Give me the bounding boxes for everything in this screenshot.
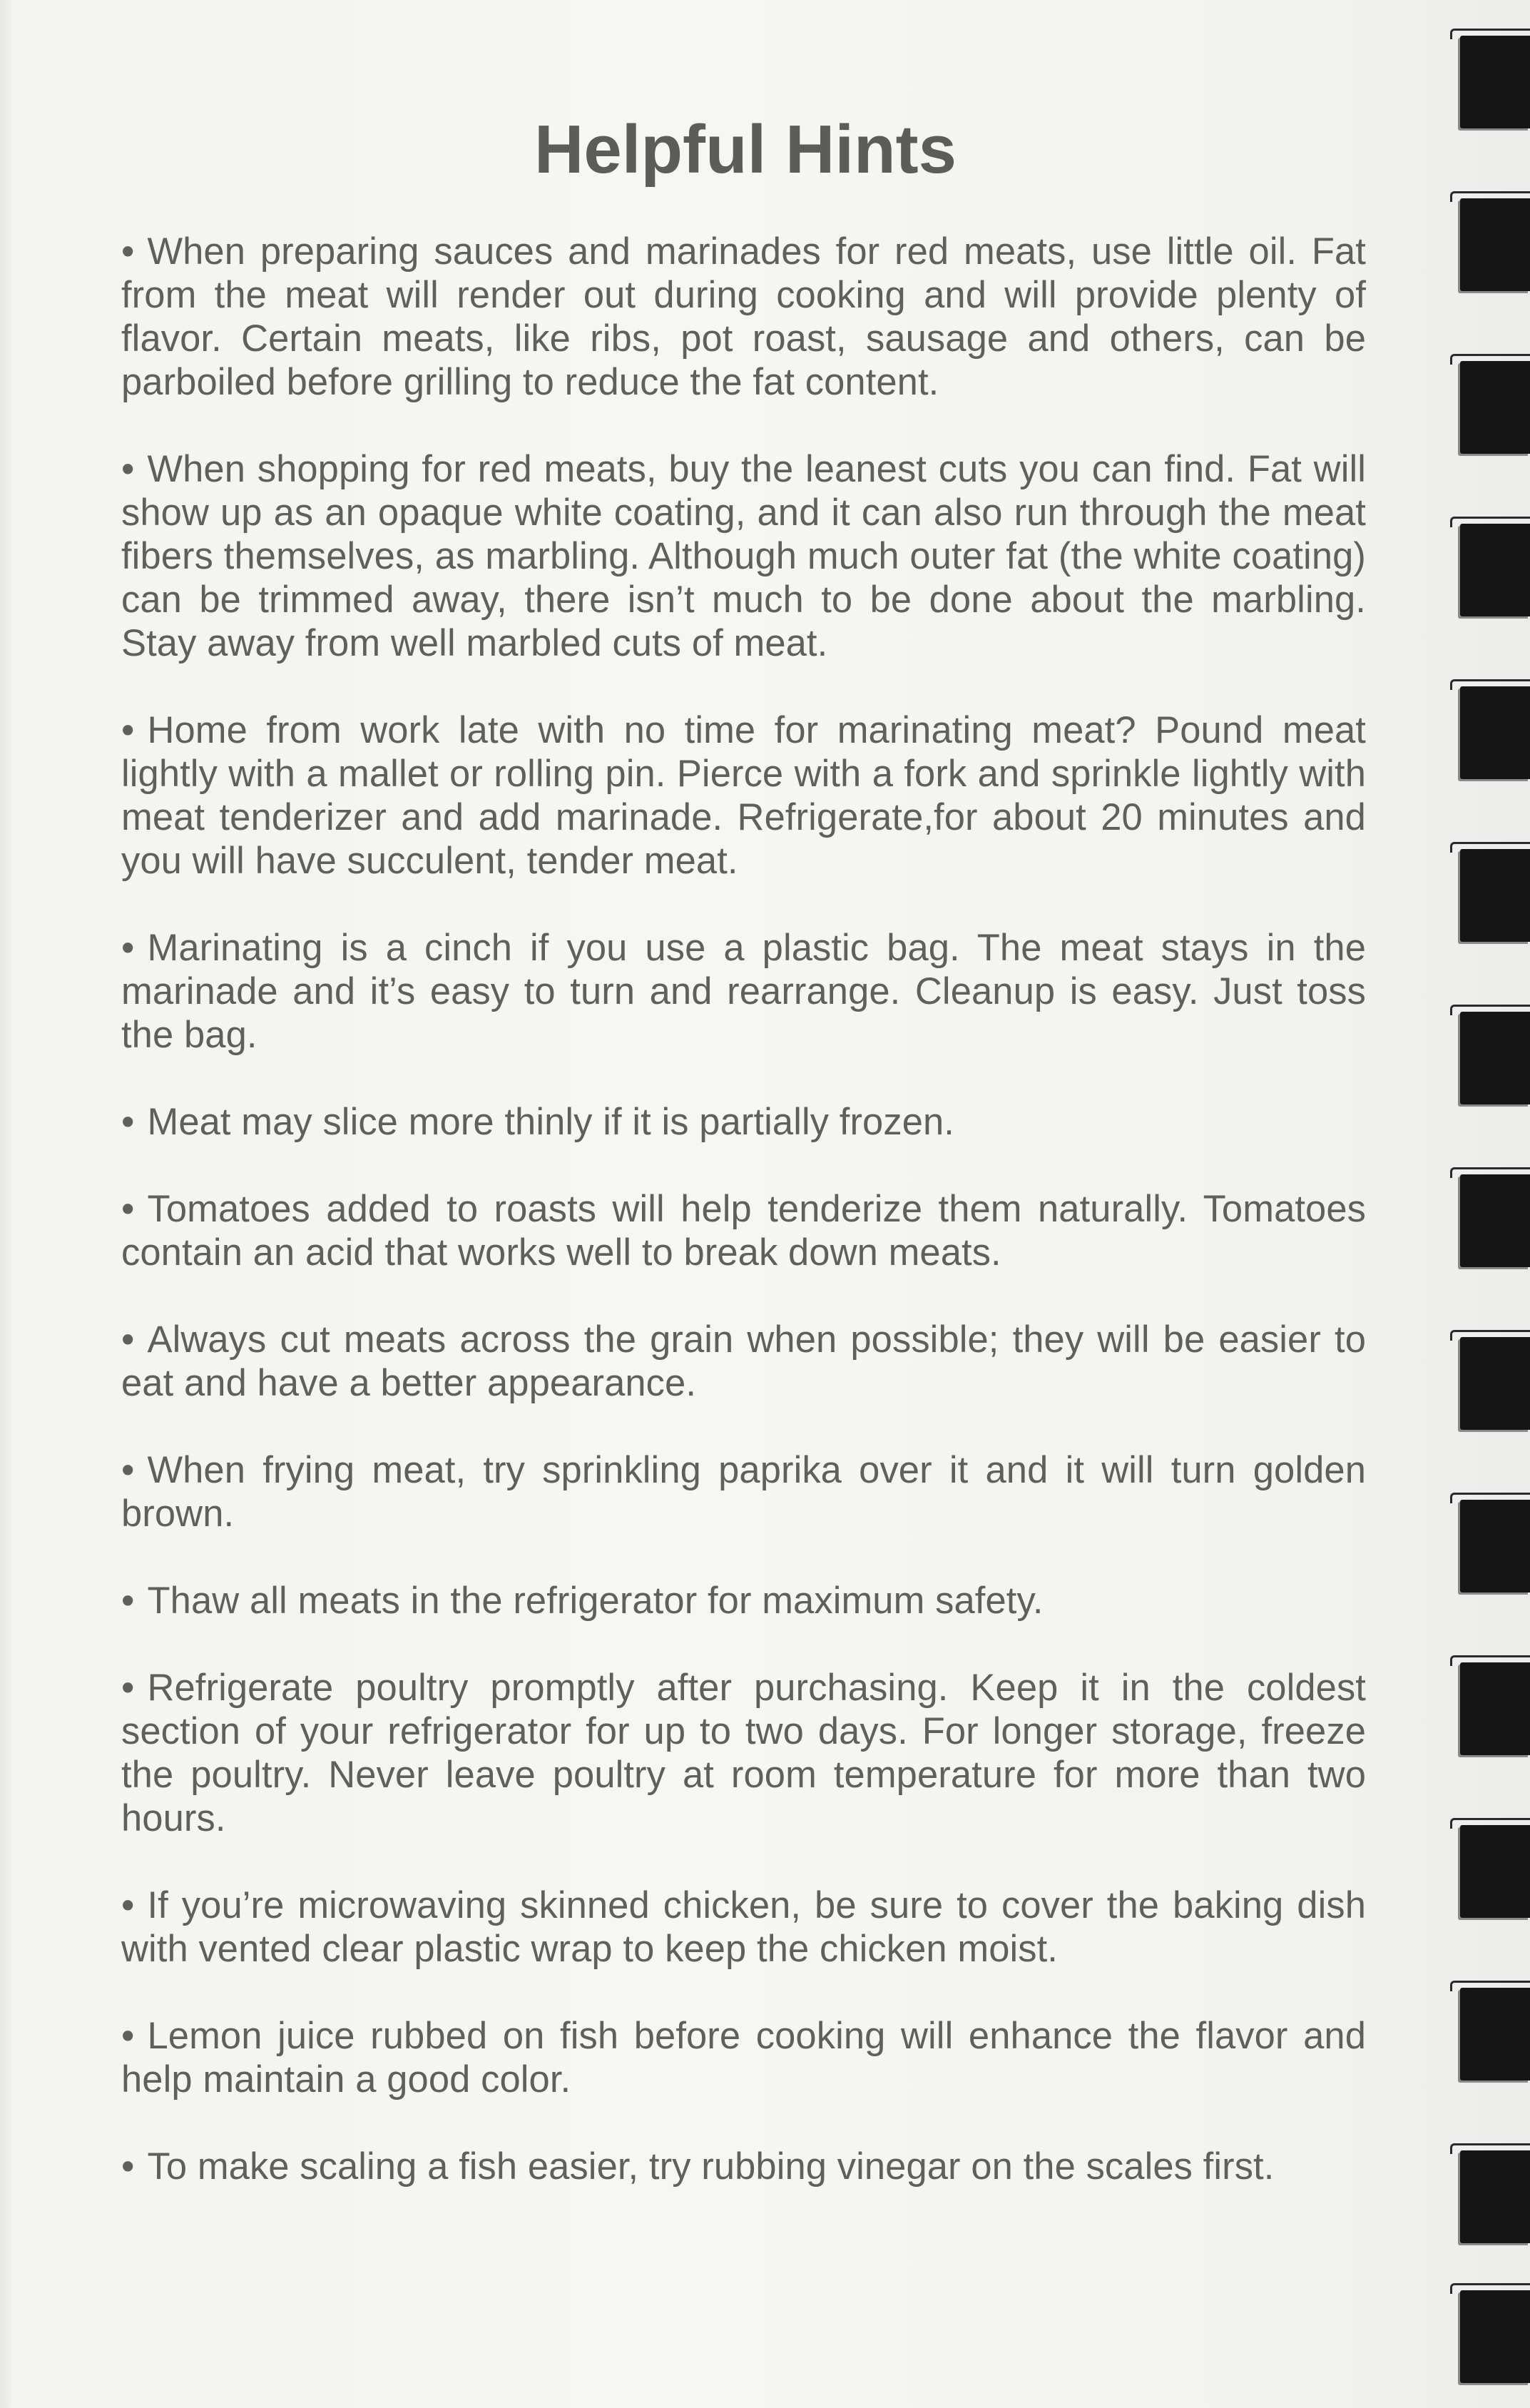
hint-item xyxy=(121,1187,1366,1274)
binding-ring xyxy=(1460,849,1530,942)
page-edge-shadow xyxy=(0,0,13,2408)
binding-ring xyxy=(1460,1337,1530,1430)
hints-list xyxy=(121,230,1366,2232)
hint-text: When frying meat, try sprinkling paprika over it and it will turn golden brown. xyxy=(121,1449,1366,1535)
binding-ring xyxy=(1460,1012,1530,1104)
binding-ring xyxy=(1460,361,1530,454)
binding-ring xyxy=(1460,1500,1530,1592)
hint-text: Always cut meats across the grain when possible; they will be easier to eat and have a better appearance. xyxy=(121,1319,1366,1404)
bullet-icon: • xyxy=(121,1884,135,1926)
hint-item xyxy=(121,1666,1366,1840)
bullet-icon: • xyxy=(121,1580,135,1622)
hint-item xyxy=(121,1100,1366,1144)
hint-text: Lemon juice rubbed on fish before cooking will enhance the flavor and help maintain a good color. xyxy=(121,2015,1366,2100)
binding-ring xyxy=(1460,2290,1530,2383)
spiral-binding xyxy=(1437,0,1530,2408)
hint-text: Meat may slice more thinly if it is partially frozen. xyxy=(147,1101,954,1143)
binding-ring xyxy=(1460,686,1530,779)
hint-text: Marinating is a cinch if you use a plastic bag. The meat stays in the marinade and it’s easy to turn and rearrange. Cleanup is easy. Just toss the bag. xyxy=(121,927,1366,1056)
binding-ring xyxy=(1460,2150,1530,2243)
binding-ring xyxy=(1460,36,1530,128)
bullet-icon: • xyxy=(121,448,135,490)
hint-item xyxy=(121,2145,1366,2188)
hint-text: If you’re microwaving skinned chicken, be sure to cover the baking dish with vented clear plastic wrap to keep the chicken moist. xyxy=(121,1884,1366,1970)
hint-item xyxy=(121,1448,1366,1535)
hint-text: Tomatoes added to roasts will help tenderize them naturally. Tomatoes contain an acid that works well to break down meats. xyxy=(121,1188,1366,1274)
hint-text: Refrigerate poultry promptly after purchasing. Keep it in the coldest section of your refrigerator for up to two days. For longer storage, freeze the poultry. Never leave poultry at room temperature for more than two hours. xyxy=(121,1667,1366,1839)
hint-text: Home from work late with no time for marinating meat? Pound meat lightly with a mallet or rolling pin. Pierce with a fork and sprinkle lightly with meat tenderizer and add marinade. Refrigerate,for about 20 minutes and you will have succulent, tender meat. xyxy=(121,709,1366,882)
page-title: Helpful Hints xyxy=(534,111,957,188)
bullet-icon: • xyxy=(121,2015,135,2057)
hint-item xyxy=(121,1579,1366,1622)
binding-ring xyxy=(1460,1174,1530,1267)
bullet-icon: • xyxy=(121,1667,135,1709)
bullet-icon: • xyxy=(121,1188,135,1230)
hint-text: When shopping for red meats, buy the leanest cuts you can find. Fat will show up as an opaque white coating, and it can also run through the meat fibers themselves, as marbling. Although much outer fat (the white coating) can be trimmed away, there isn’t much to be done about the marbling. Stay away from well marbled cuts of meat. xyxy=(121,448,1366,664)
bullet-icon: • xyxy=(121,927,135,969)
hint-item xyxy=(121,230,1366,404)
hint-text: Thaw all meats in the refrigerator for maximum safety. xyxy=(147,1580,1044,1622)
hint-text: When preparing sauces and marinades for red meats, use little oil. Fat from the meat will render out during cooking and will provide plenty of flavor. Certain meats, like ribs, pot roast, sausage and others, can be parboiled before grilling to reduce the fat content. xyxy=(121,230,1366,403)
hint-item xyxy=(121,447,1366,665)
bullet-icon: • xyxy=(121,709,135,751)
binding-ring xyxy=(1460,1988,1530,2081)
binding-ring xyxy=(1460,198,1530,291)
bullet-icon: • xyxy=(121,2145,135,2188)
binding-ring xyxy=(1460,524,1530,616)
hint-item xyxy=(121,1884,1366,1971)
bullet-icon: • xyxy=(121,1319,135,1361)
hint-item xyxy=(121,2014,1366,2101)
binding-ring xyxy=(1460,1825,1530,1918)
binding-ring xyxy=(1460,1662,1530,1755)
hint-item xyxy=(121,708,1366,883)
bullet-icon: • xyxy=(121,1449,135,1491)
hint-text: To make scaling a fish easier, try rubbing vinegar on the scales first. xyxy=(147,2145,1275,2188)
bullet-icon: • xyxy=(121,230,135,273)
bullet-icon: • xyxy=(121,1101,135,1143)
hint-item xyxy=(121,926,1366,1057)
hint-item xyxy=(121,1318,1366,1405)
